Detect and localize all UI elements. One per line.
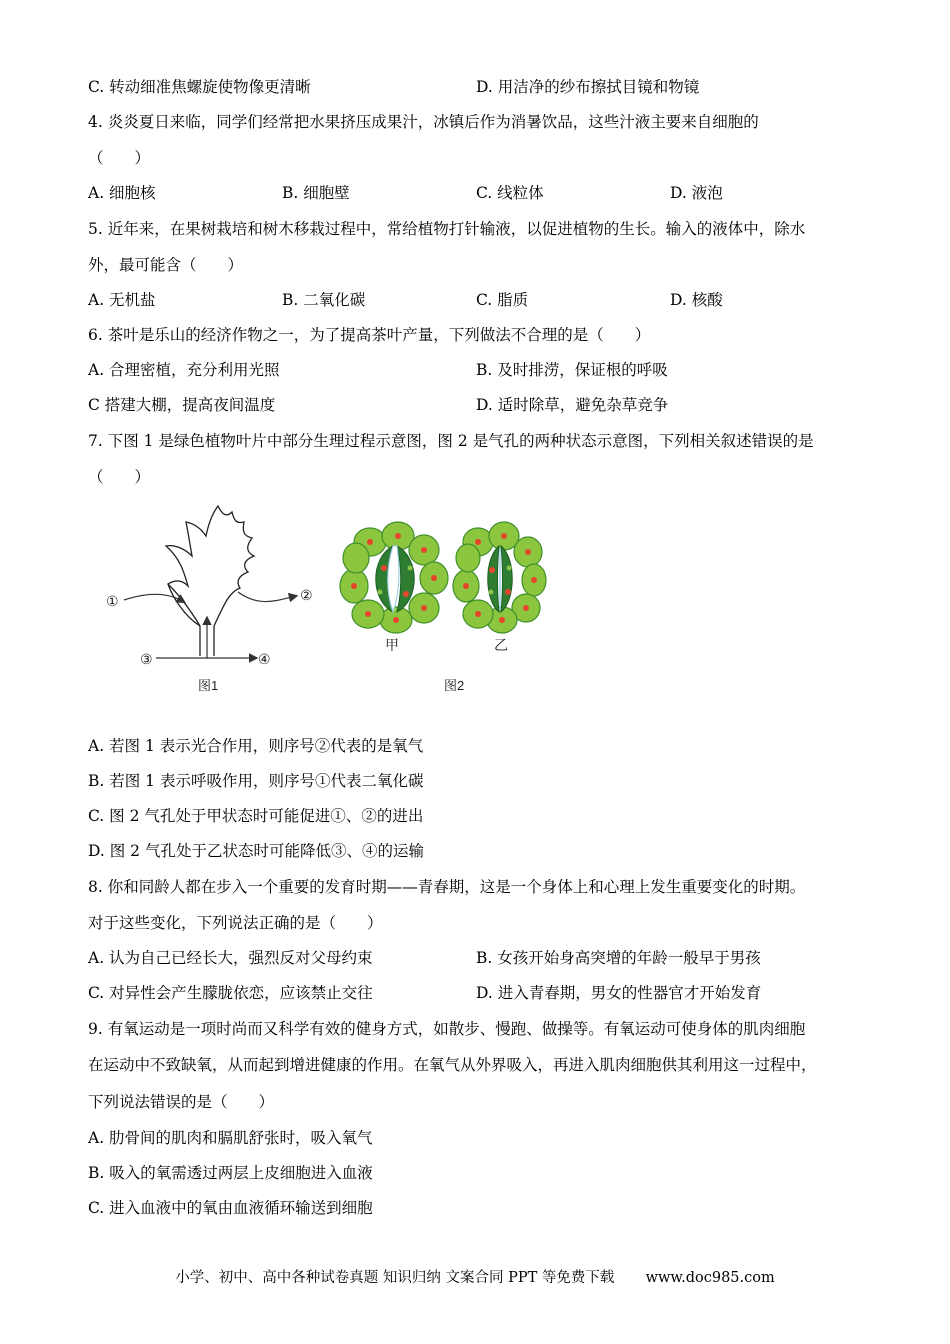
q4-option-b: B. 细胞壁 [282,184,350,202]
q7-option-a: A. 若图 1 表示光合作用，则序号②代表的是氧气 [88,737,424,755]
q6-option-d: D. 适时除草，避免杂草竞争 [476,396,669,414]
marker-4: ④ [258,651,271,667]
q5-option-d: D. 核酸 [670,291,723,309]
q8-stem: 8. 你和同龄人都在步入一个重要的发育时期——青春期，这是一个身体上和心理上发生重要变化的时期。 [88,878,806,896]
q7-option-d: D. 图 2 气孔处于乙状态时可能降低③、④的运输 [88,842,424,860]
q5-option-b: B. 二氧化碳 [282,291,366,309]
footer-site-link[interactable]: www.doc985.com [645,1270,775,1286]
q9-option-c: C. 进入血液中的氧由血液循环输送到细胞 [88,1199,373,1217]
q6-option-c: C 搭建大棚，提高夜间温度 [88,396,276,414]
q8-option-c: C. 对异性会产生朦胧依恋，应该禁止交往 [88,984,373,1002]
q4-option-a: A. 细胞核 [88,184,156,202]
q8-option-d: D. 进入青春期，男女的性器官才开始发育 [476,984,762,1002]
footer-text: 小学、初中、高中各种试卷真题 知识归纳 文案合同 PPT 等免费下载 [175,1270,615,1286]
q5-option-c: C. 脂质 [476,291,529,309]
stoma-open [340,522,448,633]
q6-option-b: B. 及时排涝，保证根的呼吸 [476,361,668,379]
stoma-closed [453,522,546,633]
q3-option-c: C. 转动细准焦螺旋使物像更清晰 [88,78,311,96]
q9-stem-2: 在运动中不致缺氧，从而起到增进健康的作用。在氧气从外界吸入，再进入肌肉细胞供其利用这一过程中， [88,1056,817,1074]
q5-stem-2: 外，最可能含（ ） [88,256,244,274]
q4-blank: （ ） [88,149,151,167]
q8-option-b: B. 女孩开始身高突增的年龄一般早于男孩 [476,949,761,967]
stoma-label-a: 甲 [385,637,399,653]
q9-stem-3: 下列说法错误的是（ ） [88,1093,275,1111]
q9-stem: 9. 有氧运动是一项时尚而又科学有效的健身方式，如散步、慢跑、做操等。有氧运动可使身体的肌肉细胞 [88,1020,806,1038]
marker-2: ② [300,587,313,603]
q5-stem: 5. 近年来，在果树栽培和树木移栽过程中，常给植物打针输液，以促进植物的生长。输入的液体中，除水 [88,220,806,238]
q7-figure [88,496,548,706]
page-footer [0,1268,950,1288]
q7-stem: 7. 下图 1 是绿色植物叶片中部分生理过程示意图，图 2 是气孔的两种状态示意图，下列相关叙述错误的是 [88,432,814,450]
q6-option-a: A. 合理密植，充分利用光照 [88,361,280,379]
q9-option-a: A. 肋骨间的肌肉和膈肌舒张时，吸入氧气 [88,1129,373,1147]
q7-option-b: B. 若图 1 表示呼吸作用，则序号①代表二氧化碳 [88,772,424,790]
q5-option-a: A. 无机盐 [88,291,156,309]
q4-option-d: D. 液泡 [670,184,723,202]
q4-stem: 4. 炎炎夏日来临，同学们经常把水果挤压成果汁，冰镇后作为消暑饮品，这些汁液主要来自细胞的 [88,113,759,131]
q6-stem: 6. 茶叶是乐山的经济作物之一，为了提高茶叶产量，下列做法不合理的是（ ） [88,326,651,344]
fig2-label: 图2 [444,678,465,693]
q8-option-a: A. 认为自己已经长大，强烈反对父母约束 [88,949,373,967]
q8-stem-2: 对于这些变化，下列说法正确的是（ ） [88,914,383,932]
q9-option-b: B. 吸入的氧需透过两层上皮细胞进入血液 [88,1164,373,1182]
stoma-label-b: 乙 [494,637,508,653]
fig1-label: 图1 [198,678,219,693]
leaf-diagram [166,506,254,656]
marker-3: ③ [140,651,153,667]
q4-option-c: C. 线粒体 [476,184,544,202]
q7-option-c: C. 图 2 气孔处于甲状态时可能促进①、②的进出 [88,807,424,825]
marker-1: ① [106,593,119,609]
q3-option-d: D. 用洁净的纱布擦拭目镜和物镜 [476,78,700,96]
arrow-out-2 [238,592,296,602]
arrow-in-1 [124,594,184,602]
q7-blank: （ ） [88,468,151,486]
